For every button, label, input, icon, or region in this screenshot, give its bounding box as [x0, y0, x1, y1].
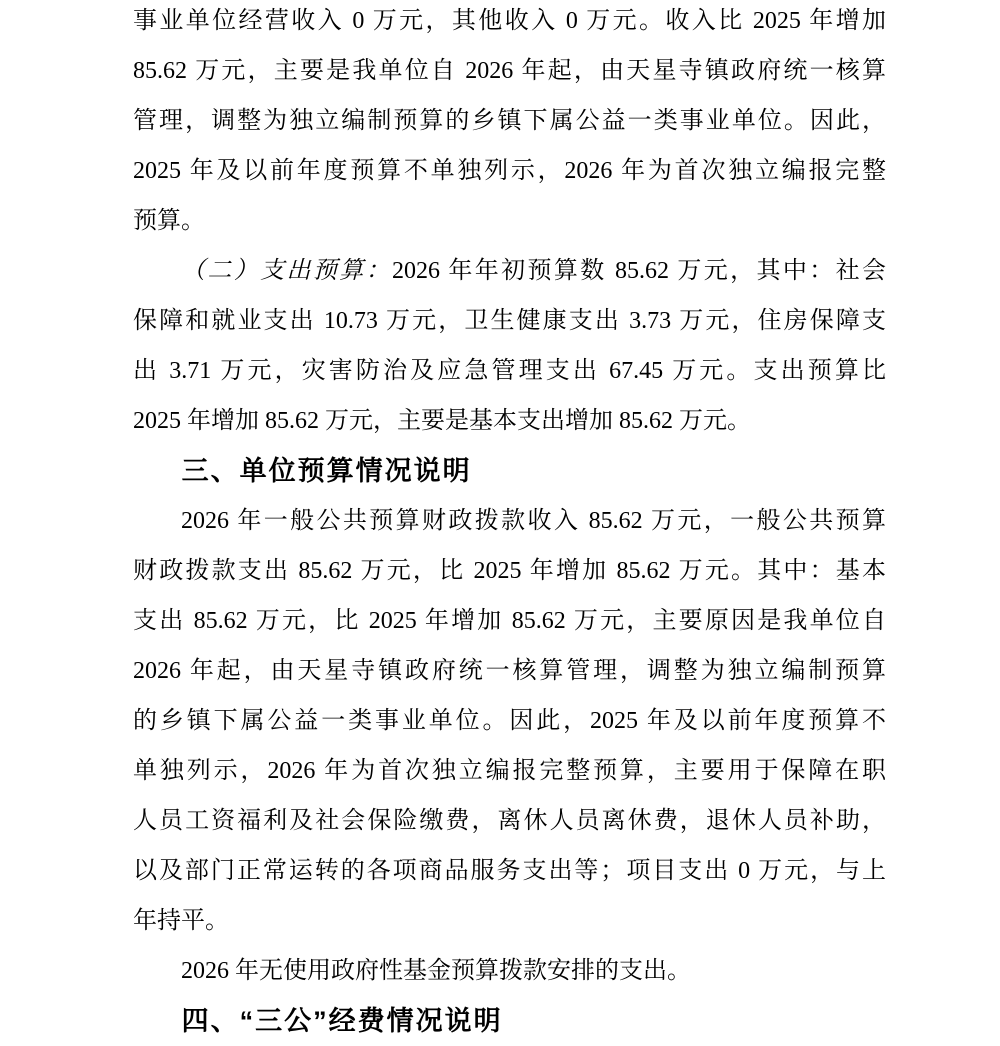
text-line: 2026 年起，由天星寺镇政府统一核算管理，调整为独立编制预算	[133, 658, 886, 684]
text-line: 85.62 万元，主要是我单位自 2026 年起，由天星寺镇政府统一核算	[133, 58, 886, 84]
text-line: 财政拨款支出 85.62 万元，比 2025 年增加 85.62 万元。其中：基本	[133, 558, 886, 584]
text-line: 年持平。	[133, 908, 229, 934]
text-line: 支出 85.62 万元，比 2025 年增加 85.62 万元，主要原因是我单位自	[133, 608, 886, 634]
text-line: 2025 年增加 85.62 万元，主要是基本支出增加 85.62 万元。	[133, 408, 751, 434]
document-content	[133, 0, 886, 1046]
text-line: 以及部门正常运转的各项商品服务支出等；项目支出 0 万元，与上	[133, 858, 886, 884]
text-line: 2026 年一般公共预算财政拨款收入 85.62 万元，一般公共预算	[181, 508, 886, 534]
text-line	[133, 246, 886, 296]
text-line: 人员工资福利及社会保险缴费，离休人员离休费，退休人员补助，	[133, 808, 886, 834]
section-heading: 四、“三公”经费情况说明	[181, 1006, 503, 1036]
text-run: 2026 年年初预算数 85.62 万元，其中：社会	[392, 258, 886, 284]
text-line: 2026 年无使用政府性基金预算拨款安排的支出。	[181, 958, 691, 984]
section-heading: 三、单位预算情况说明	[181, 456, 472, 486]
text-line: 的乡镇下属公益一类事业单位。因此，2025 年及以前年度预算不	[133, 708, 886, 734]
text-line: 事业单位经营收入 0 万元，其他收入 0 万元。收入比 2025 年增加	[133, 8, 886, 34]
text-line: 2025 年及以前年度预算不单独列示，2026 年为首次独立编报完整	[133, 158, 886, 184]
text-line: 保障和就业支出 10.73 万元，卫生健康支出 3.73 万元，住房保障支	[133, 308, 886, 334]
text-line: 管理，调整为独立编制预算的乡镇下属公益一类事业单位。因此，	[133, 108, 886, 134]
text-line: 预算。	[133, 208, 205, 234]
text-line: 单独列示，2026 年为首次独立编报完整预算，主要用于保障在职	[133, 758, 886, 784]
text-line: 出 3.71 万元，灾害防治及应急管理支出 67.45 万元。支出预算比	[133, 358, 886, 384]
text-run: （二）支出预算：	[181, 258, 392, 284]
